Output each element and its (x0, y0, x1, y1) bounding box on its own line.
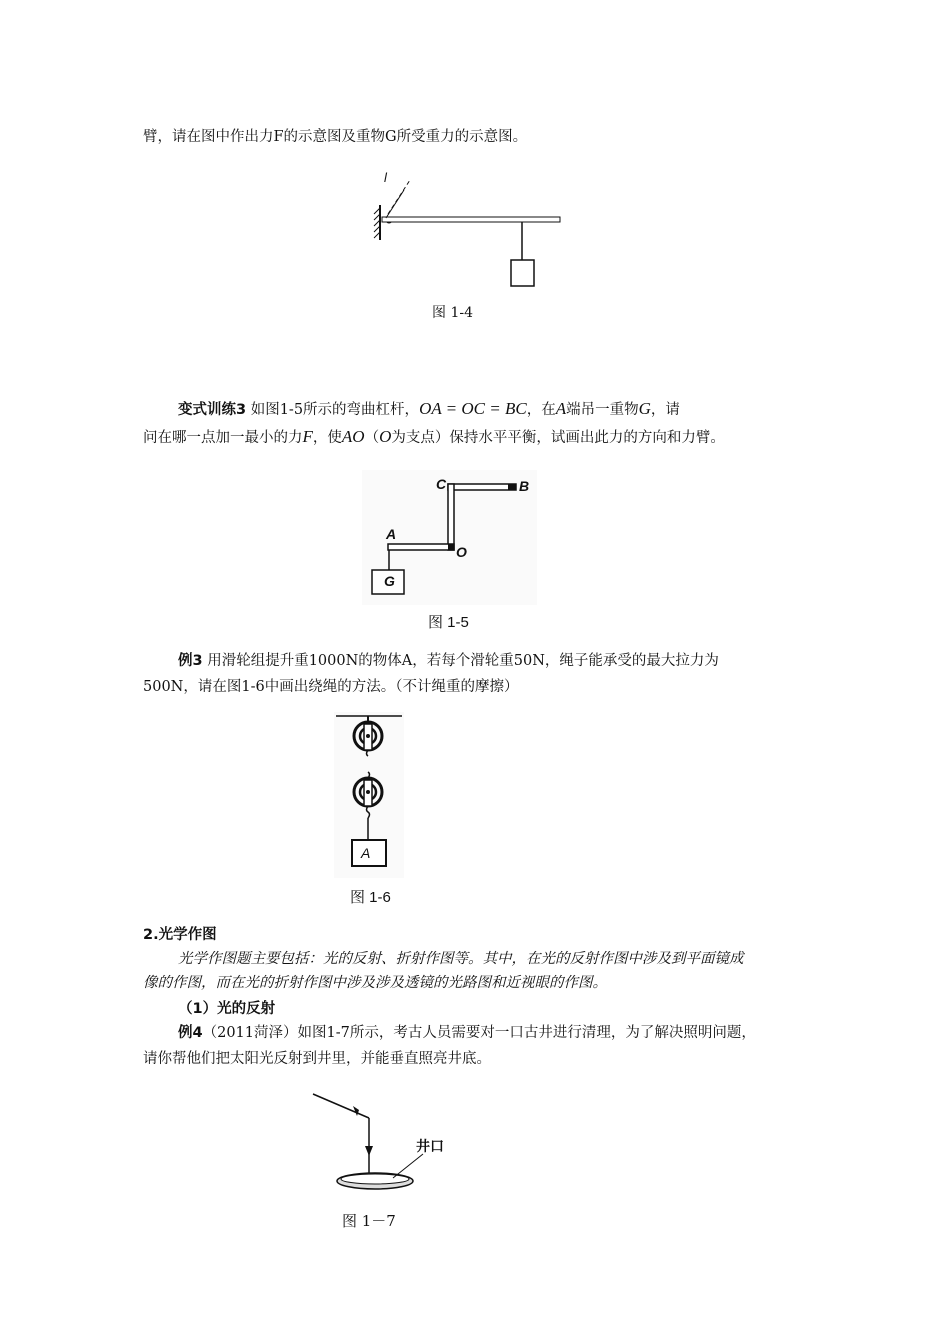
variant-3-title: 变式训练3 (178, 402, 247, 418)
example-3-line-1: 例3 用滑轮组提升重1000N的物体A，若每个滑轮重50N，绳子能承受的最大拉力为 (178, 653, 719, 669)
figure-1-7 (305, 1086, 475, 1196)
label-c: C (436, 476, 447, 492)
label-l: l (384, 170, 387, 185)
caption-1-6: 图 1-6 (350, 889, 391, 906)
label-g: G (384, 573, 395, 589)
label-a: A (386, 526, 397, 542)
example-3-line-2: 500N，请在图1-6中画出绕绳的方法。（不计绳重的摩擦） (143, 679, 519, 695)
example-4-line-2: 请你帮他们把太阳光反射到井里，并能垂直照亮井底。 (143, 1051, 491, 1067)
label-o: O (456, 544, 467, 560)
section-2-heading: 2.光学作图 (143, 927, 217, 943)
variant-3-line-2: 问在哪一点加一最小的力F，使AO（O为支点）保持水平平衡，试画出此力的方向和力臂。 (143, 427, 725, 446)
text-line-1: 臂，请在图中作出力F的示意图及重物G所受重力的示意图。 (143, 129, 528, 145)
caption-1-4: 图 1-4 (432, 305, 473, 321)
section-2-para-2: 像的作图，而在光的折射作图中涉及涉及透镜的光路图和近视眼的作图。 (143, 975, 607, 991)
label-a-block: A (361, 845, 371, 861)
figure-1-4 (360, 170, 570, 295)
equation-oa-oc-bc: OA = OC = BC (419, 399, 527, 418)
variant-3-paragraph: 变式训练3 如图1-5所示的弯曲杠杆，OA = OC = BC，在A端吊一重物G，请 (178, 399, 680, 418)
example-4-line-1: 例4（2011菏泽）如图1-7所示，考古人员需要对一口古井进行清理，为了解决照明问题， (178, 1025, 756, 1041)
example-3-title: 例3 (178, 653, 203, 669)
caption-1-7: 图 1－7 (342, 1212, 396, 1230)
subsection-reflection: （1）光的反射 (178, 1001, 276, 1017)
label-well-mouth: 井口 (416, 1138, 444, 1154)
caption-1-5: 图 1-5 (428, 614, 469, 631)
example-4-title: 例4 (178, 1025, 203, 1041)
section-2-para-1: 光学作图题主要包括：光的反射、折射作图等。其中，在光的反射作图中涉及到平面镜成 (178, 951, 744, 967)
label-b: B (519, 478, 530, 494)
